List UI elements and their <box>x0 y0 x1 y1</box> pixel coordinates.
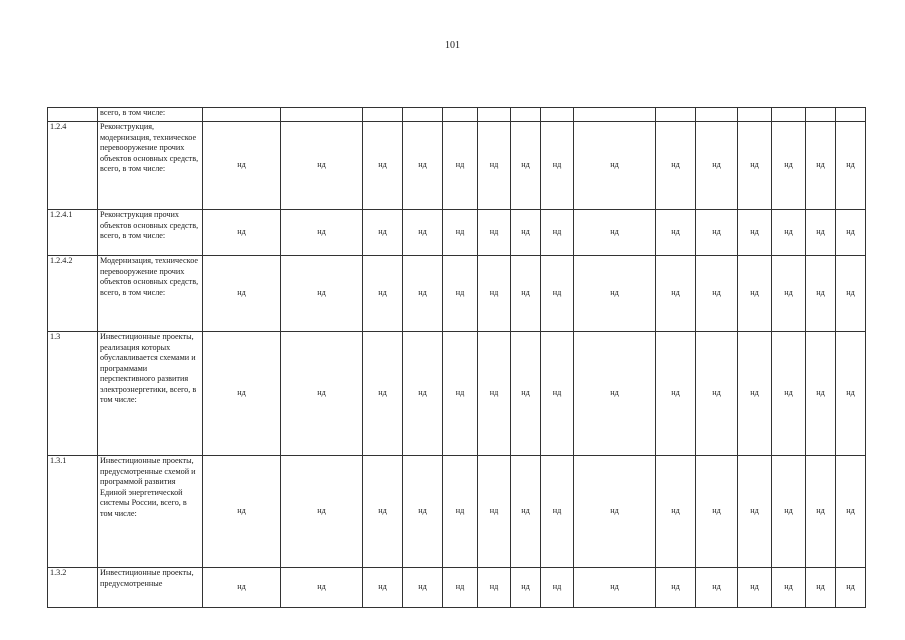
table-cell: нд <box>656 456 696 568</box>
table-cell: нд <box>511 568 541 608</box>
table-cell: нд <box>511 256 541 332</box>
table-cell: нд <box>806 122 836 210</box>
row-name: Инвестиционные проекты, предусмотренные <box>98 568 203 608</box>
table-cell: нд <box>806 256 836 332</box>
table-cell: нд <box>738 122 772 210</box>
table-cell: нд <box>696 332 738 456</box>
table-cell: нд <box>363 256 403 332</box>
table-cell: нд <box>203 210 281 256</box>
table-cell: нд <box>574 210 656 256</box>
table-cell: нд <box>363 210 403 256</box>
table-cell: нд <box>203 456 281 568</box>
row-name: всего, в том числе: <box>98 108 203 122</box>
table-cell: нд <box>772 122 806 210</box>
table-row-continuation <box>48 108 866 122</box>
table-cell: нд <box>443 456 478 568</box>
data-table <box>47 107 866 608</box>
table-cell: нд <box>738 568 772 608</box>
table-cell: нд <box>738 456 772 568</box>
table-cell: нд <box>511 122 541 210</box>
table-cell: нд <box>696 122 738 210</box>
table-cell: нд <box>806 456 836 568</box>
table-cell: нд <box>203 568 281 608</box>
table-cell: нд <box>738 332 772 456</box>
table-cell: нд <box>403 256 443 332</box>
table-cell: нд <box>443 122 478 210</box>
table-cell: нд <box>574 122 656 210</box>
table-cell: нд <box>363 568 403 608</box>
table-cell: нд <box>281 122 363 210</box>
row-name: Инвестиционные проекты, реализация которых обуславливается схемами и программами перспективного развития электроэнергетики, всего, в том числе: <box>98 332 203 456</box>
table-cell: нд <box>281 456 363 568</box>
table-cell: нд <box>363 456 403 568</box>
table-cell: нд <box>574 332 656 456</box>
table-cell: нд <box>478 456 511 568</box>
table-cell: нд <box>656 122 696 210</box>
table-cell: нд <box>511 332 541 456</box>
table-cell: нд <box>696 456 738 568</box>
table-cell: нд <box>772 332 806 456</box>
table-cell: нд <box>511 456 541 568</box>
table-cell: нд <box>574 568 656 608</box>
page-number: 101 <box>445 40 460 51</box>
table-cell: нд <box>443 332 478 456</box>
table-cell: нд <box>806 568 836 608</box>
table-cell: нд <box>656 256 696 332</box>
table-cell: нд <box>772 256 806 332</box>
table-cell: нд <box>443 256 478 332</box>
table-cell: нд <box>363 332 403 456</box>
table-cell: нд <box>541 256 574 332</box>
table-cell: нд <box>403 456 443 568</box>
table-row <box>48 332 866 456</box>
table-cell: нд <box>772 456 806 568</box>
table-row <box>48 568 866 608</box>
table-cell: нд <box>836 332 866 456</box>
row-code: 1.2.4.1 <box>48 210 98 256</box>
row-code: 1.2.4.2 <box>48 256 98 332</box>
row-name: Модернизация, техническое перевооружение прочих объектов основных средств, всего, в том числе: <box>98 256 203 332</box>
table-cell: нд <box>203 122 281 210</box>
table-row <box>48 456 866 568</box>
table-cell: нд <box>656 210 696 256</box>
row-code: 1.3.1 <box>48 456 98 568</box>
row-code <box>48 108 98 122</box>
table-cell: нд <box>281 568 363 608</box>
table-cell: нд <box>541 332 574 456</box>
table-cell: нд <box>403 122 443 210</box>
table-cell: нд <box>574 256 656 332</box>
row-name: Реконструкция, модернизация, техническое перевооружение прочих объектов основных средств, всего, в том числе: <box>98 122 203 210</box>
table-cell: нд <box>478 332 511 456</box>
table-cell: нд <box>738 256 772 332</box>
table-row <box>48 256 866 332</box>
table-cell: нд <box>696 568 738 608</box>
table-cell: нд <box>403 332 443 456</box>
row-name: Инвестиционные проекты, предусмотренные схемой и программой развития Единой энергетической системы России, всего, в том числе: <box>98 456 203 568</box>
table-cell: нд <box>696 210 738 256</box>
table-cell: нд <box>836 256 866 332</box>
table-cell: нд <box>443 568 478 608</box>
table-cell: нд <box>281 332 363 456</box>
table-cell: нд <box>772 568 806 608</box>
row-code: 1.2.4 <box>48 122 98 210</box>
table-cell: нд <box>403 210 443 256</box>
table-cell: нд <box>203 256 281 332</box>
table-cell: нд <box>403 568 443 608</box>
table-cell: нд <box>772 210 806 256</box>
table-cell: нд <box>478 256 511 332</box>
table-cell: нд <box>836 456 866 568</box>
table-cell: нд <box>574 456 656 568</box>
table-cell: нд <box>478 210 511 256</box>
table-cell: нд <box>738 210 772 256</box>
table-cell: нд <box>836 568 866 608</box>
row-code: 1.3 <box>48 332 98 456</box>
table-cell: нд <box>281 210 363 256</box>
table-cell: нд <box>836 122 866 210</box>
row-name: Реконструкция прочих объектов основных средств, всего, в том числе: <box>98 210 203 256</box>
table-cell: нд <box>541 210 574 256</box>
table-cell: нд <box>541 122 574 210</box>
table-cell: нд <box>836 210 866 256</box>
table-row <box>48 122 866 210</box>
table-cell: нд <box>541 568 574 608</box>
table-cell: нд <box>806 210 836 256</box>
table-cell: нд <box>478 568 511 608</box>
table-row <box>48 210 866 256</box>
table-cell: нд <box>541 456 574 568</box>
table-cell: нд <box>443 210 478 256</box>
table-cell: нд <box>203 332 281 456</box>
table-cell: нд <box>806 332 836 456</box>
row-code: 1.3.2 <box>48 568 98 608</box>
table-cell: нд <box>478 122 511 210</box>
table-cell: нд <box>281 256 363 332</box>
table-cell: нд <box>656 332 696 456</box>
table-cell: нд <box>363 122 403 210</box>
table-cell: нд <box>696 256 738 332</box>
table-cell: нд <box>656 568 696 608</box>
table-cell: нд <box>511 210 541 256</box>
